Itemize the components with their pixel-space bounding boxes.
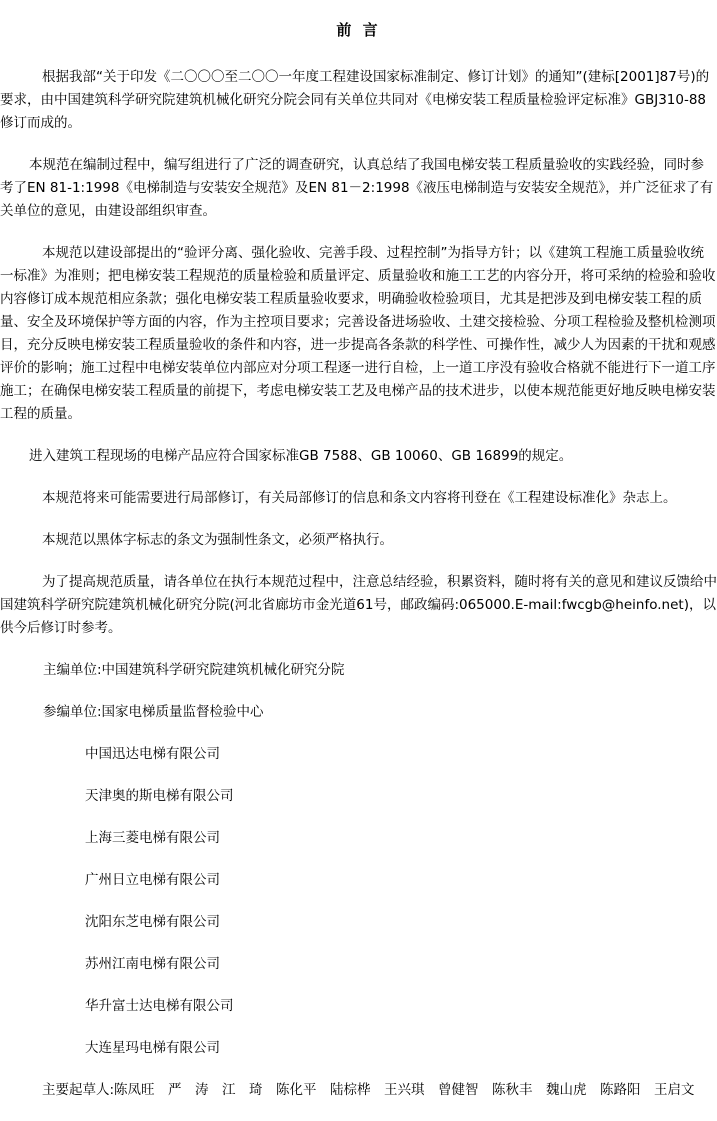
mandatory-provisions-paragraph: 本规范以黑体字标志的条文为强制性条文，必须严格执行。 <box>42 532 393 548</box>
chief-editor-line: 主编单位:中国建筑科学研究院建筑机械化研究分院 <box>43 662 345 678</box>
company-item: 沈阳东芝电梯有限公司 <box>85 914 220 930</box>
drafters-line: 主要起草人:陈凤旺 严 涛 江 琦 陈化平 陆棕桦 王兴琪 曾健智 陈秋丰 魏山虎 陈路阳 王启文 <box>42 1082 695 1098</box>
company-item: 苏州江南电梯有限公司 <box>85 956 220 972</box>
product-standards-paragraph: 进入建筑工程现场的电梯产品应符合国家标准GB 7588、GB 10060、GB 16899的规定。 <box>29 448 573 464</box>
company-item: 广州日立电梯有限公司 <box>85 872 220 888</box>
drafting-process-paragraph: 本规范在编制过程中，编写组进行了广泛的调查研究，认真总结了我国电梯安装工程质量验收的实践经验，同时参考了EN 81-1:1998《电梯制造与安装安全规范》及EN 81－2:1998《液压电梯制造与安装安全规范》，并广泛征求了有关单位的意见，由建设部组织审查。 <box>0 157 714 219</box>
company-item: 大连星玛电梯有限公司 <box>85 1040 220 1056</box>
feedback-paragraph: 为了提高规范质量，请各单位在执行本规范过程中，注意总结经验，积累资料，随时将有关的意见和建议反馈给中国建筑科学研究院建筑机械化研究分院(河北省廊坊市金光道61号，邮政编码:065000.E-mail:fwcgb@heinfo.net)，以供今后修订时参考。 <box>0 574 717 636</box>
company-item: 华升富士达电梯有限公司 <box>85 998 234 1014</box>
page-title: 前 言 <box>336 21 381 39</box>
intro-paragraph: 根据我部“关于印发《二〇〇〇至二〇〇一年度工程建设国家标准制定、修订计划》的通知”(建标[2001]87号)的要求，由中国建筑科学研究院建筑机械化研究分院会同有关单位共同对《电梯安装工程质量检验评定标准》GBJ310-88修订而成的。 <box>0 69 710 131</box>
company-item: 中国迅达电梯有限公司 <box>85 746 220 762</box>
company-item: 天津奥的斯电梯有限公司 <box>85 788 234 804</box>
co-editor-line: 参编单位:国家电梯质量监督检验中心 <box>43 704 264 720</box>
guideline-paragraph: 本规范以建设部提出的“验评分离、强化验收、完善手段、过程控制”为指导方针；以《建筑工程施工质量验收统一标准》为准则；把电梯安装工程规范的质量检验和质量评定、质量验收和施工工艺的内容分开，将可采纳的检验和验收内容修订成本规范相应条款；强化电梯安装工程质量验收要求，明确验收检验项目，尤其是把涉及到电梯安装工程的质量、安全及环境保护等方面的内容，作为主控项目要求；完善设备进场验收、土建交接检验、分项工程检验及整机检测项目，充分反映电梯安装工程质量验收的条件和内容，进一步提高各条款的科学性、可操作性，减少人为因素的干扰和观感评价的影响；施工过程中电梯安装单位内部应对分项工程逐一进行自检，上一道工序没有验收合格就不能进行下一道工序施工；在确保电梯安装工程质量的前提下，考虑电梯安装工艺及电梯产品的技术进步，以使本规范能更好地反映电梯安装工程的质量。 <box>0 245 716 422</box>
revision-notice-paragraph: 本规范将来可能需要进行局部修订，有关局部修订的信息和条文内容将刊登在《工程建设标准化》杂志上。 <box>42 490 677 506</box>
company-item: 上海三菱电梯有限公司 <box>85 830 220 846</box>
